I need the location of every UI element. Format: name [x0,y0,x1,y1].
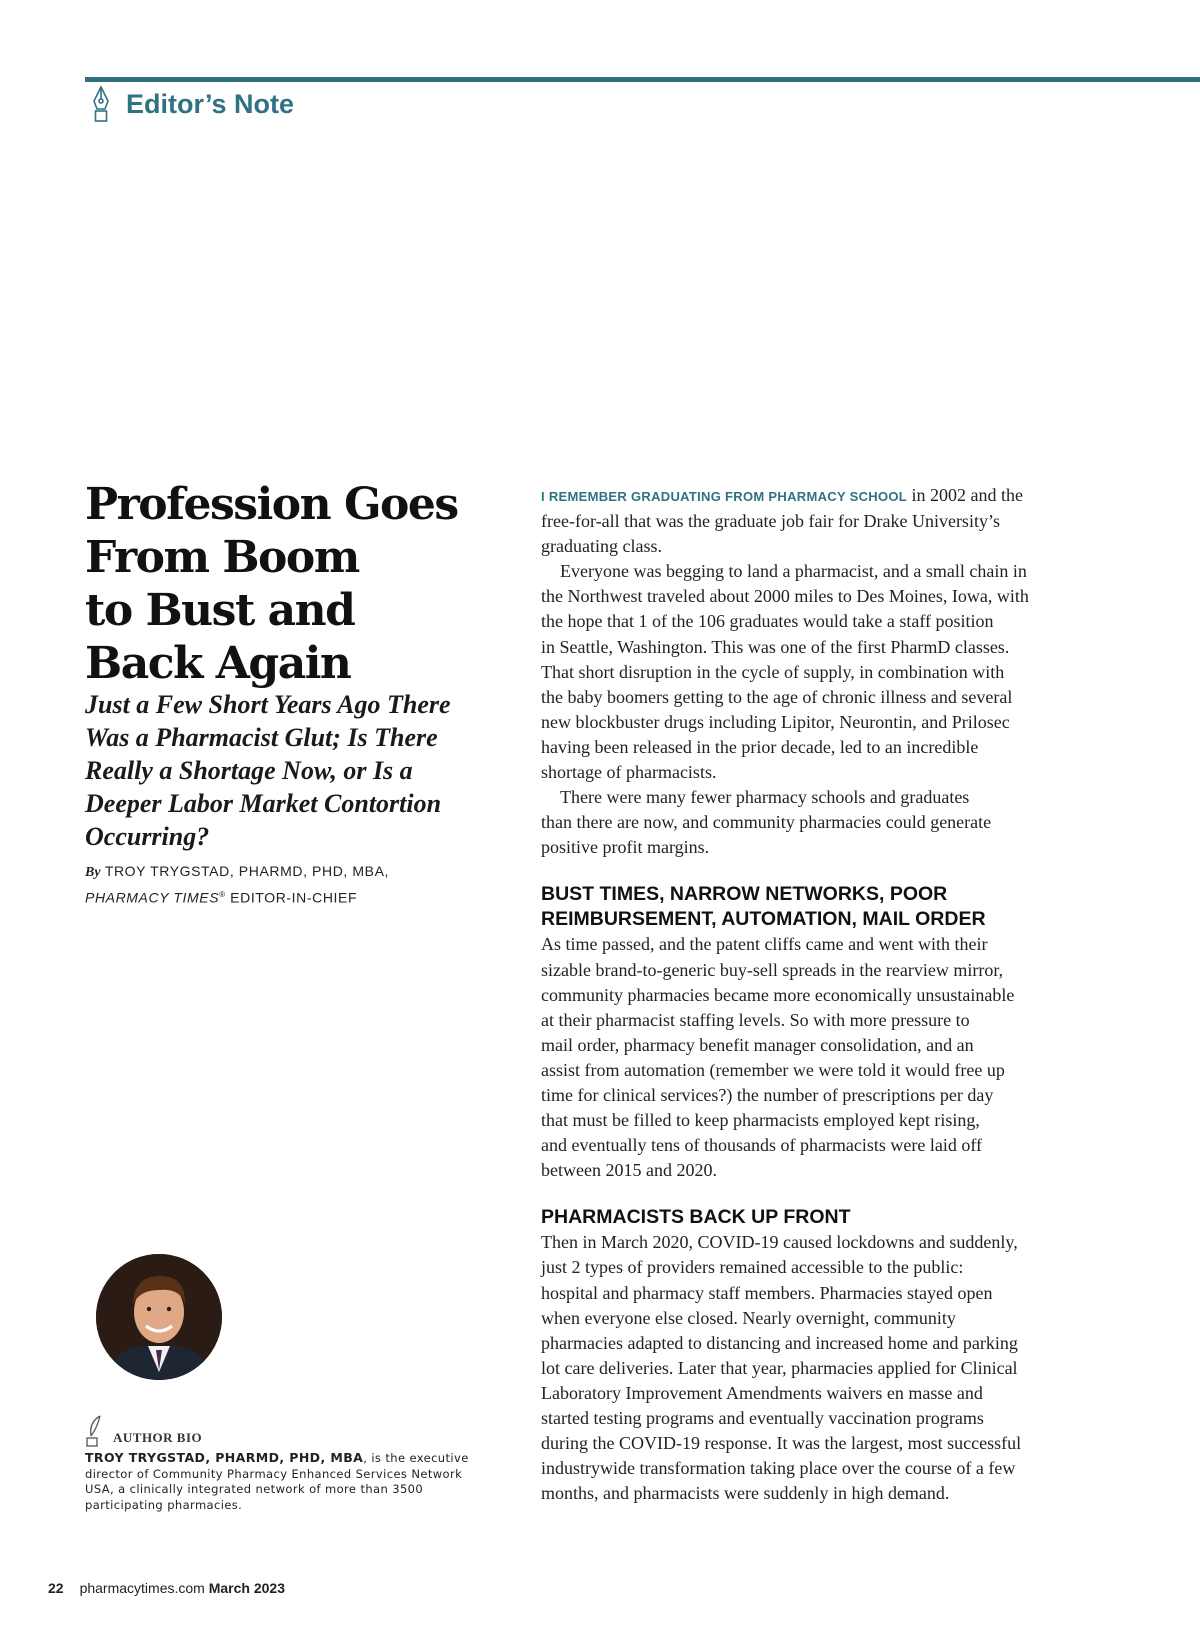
subhead: PHARMACISTS BACK UP FRONT [541,1206,851,1229]
body-line: There were many fewer pharmacy schools and graduates [560,787,970,808]
body-line: started testing programs and eventually vaccination programs [541,1408,984,1428]
deck-line: Really a Shortage Now, or Is a [85,756,413,785]
bio-line: director of Community Pharmacy Enhanced Services Network [85,1466,463,1481]
deck-line: Was a Pharmacist Glut; Is There [85,723,438,752]
body-line: Everyone was begging to land a pharmacist, and a small chain in [560,561,1027,582]
bio-line: USA, a clinically integrated network of more than 3500 [85,1482,424,1496]
body-line: pharmacies adapted to distancing and increased home and parking [541,1332,1018,1353]
body-line: than there are now, and community pharmacies could generate [541,812,992,833]
body-line: lot care deliveries. Later that year, pharmacies applied for Clinical [541,1357,1018,1378]
article-headline [85,478,485,690]
body-line: between 2015 and 2020. [541,1160,717,1181]
body-line: that must be filled to keep pharmacists employed kept rising, [541,1110,980,1131]
body-line: at their pharmacist staffing levels. So with more pressure to [541,1009,970,1030]
body-line: That short disruption in the cycle of supply, in combination with [541,661,1005,682]
bio-line: participating pharmacies. [85,1497,243,1512]
byline [85,860,505,909]
author-photo [96,1254,222,1380]
body-line: in Seattle, Washington. This was one of the first PharmD classes. [541,636,1010,657]
body-line: Laboratory Improvement Amendments waivers en masse and [541,1382,983,1403]
byline-publication: PHARMACY TIMES [85,889,220,906]
deck-line: Occurring? [85,822,210,851]
body-line: mail order, pharmacy benefit manager consolidation, and an [541,1034,974,1055]
headline-line: Back Again [85,638,351,689]
registered-mark: ® [219,890,226,899]
body-line [541,483,1101,509]
bio-line [85,1450,485,1467]
byline-author: TROY TRYGSTAD, PHARMD, PHD, MBA, [104,863,390,879]
body-line: and eventually tens of thousands of pharmacists were laid off [541,1135,983,1156]
headline-line: to Bust and [85,585,355,636]
article-deck [85,688,485,853]
bio-name: TROY TRYGSTAD, PHARMD, PHD, MBA [85,1450,364,1465]
body-line: having been released in the prior decade, led to an incredible [541,736,979,757]
body-line: time for clinical services?) the number of prescriptions per day [541,1084,994,1105]
body-line: when everyone else closed. Nearly overnight, community [541,1307,956,1328]
body-line: the Northwest traveled about 2000 miles to Des Moines, Iowa, with [541,586,1029,607]
page-footer [48,1580,285,1604]
body-line: hospital and pharmacy staff members. Pharmacies stayed open [541,1282,993,1303]
body-line: As time passed, and the patent cliffs came and went with their [541,934,988,955]
body-line: just 2 types of providers remained accessible to the public: [541,1257,964,1278]
author-bio-text [85,1450,485,1513]
p1-first-rest: in 2002 and the [907,485,1023,505]
body-line: free-for-all that was the graduate job fair for Drake University’s [541,511,1000,532]
body-line: industrywide transformation taking place over the course of a few [541,1458,1016,1479]
pen-nib-icon [88,85,114,123]
quill-icon [85,1414,103,1448]
author-bio-label: AUTHOR BIO [113,1430,203,1445]
section-header [88,84,294,124]
deck-line: Deeper Labor Market Contortion [85,789,442,818]
byline-by: By [85,865,101,880]
footer-credit [80,1580,285,1596]
body-line: during the COVID-19 response. It was the largest, most successful [541,1433,1022,1454]
headline-line: From Boom [85,532,359,583]
author-portrait-image [96,1254,222,1380]
body-line: shortage of pharmacists. [541,762,717,783]
subhead: REIMBURSEMENT, AUTOMATION, MAIL ORDER [541,908,986,931]
headline-line: Profession Goes [85,479,458,530]
body-line: graduating class. [541,536,662,557]
footer-site: pharmacytimes.com [79,1580,205,1596]
deck-line: Just a Few Short Years Ago There [85,690,451,719]
lead-in: I REMEMBER GRADUATING FROM PHARMACY SCHOOL [541,489,908,504]
body-line: sizable brand-to-generic buy-sell spreads in the rearview mirror, [541,959,1004,980]
body-line: community pharmacies became more economically unsustainable [541,984,1015,1005]
author-bio-header [85,1412,202,1448]
byline-role: EDITOR-IN-CHIEF [230,889,358,906]
footer-issue: March 2023 [208,1580,286,1596]
byline-line-1 [85,860,505,884]
body-line: months, and pharmacists were suddenly in high demand. [541,1483,950,1504]
body-line: the baby boomers getting to the age of chronic illness and several [541,686,1013,707]
body-line: positive profit margins. [541,837,710,858]
byline-line-2 [85,884,505,909]
body-line: assist from automation (remember we were told it would free up [541,1059,1005,1080]
page-number: 22 [48,1580,64,1596]
article-body [541,483,1101,1506]
body-line: Then in March 2020, COVID-19 caused lockdowns and suddenly, [541,1232,1018,1253]
body-line: new blockbuster drugs including Lipitor, Neurontin, and Prilosec [541,711,1010,732]
subhead: BUST TIMES, NARROW NETWORKS, POOR [541,883,948,906]
header-rule [85,77,1200,82]
body-line: the hope that 1 of the 106 graduates would take a staff position [541,611,994,632]
bio-line-1-rest: , is the executive [363,1451,469,1465]
section-title: Editor’s Note [126,88,295,119]
